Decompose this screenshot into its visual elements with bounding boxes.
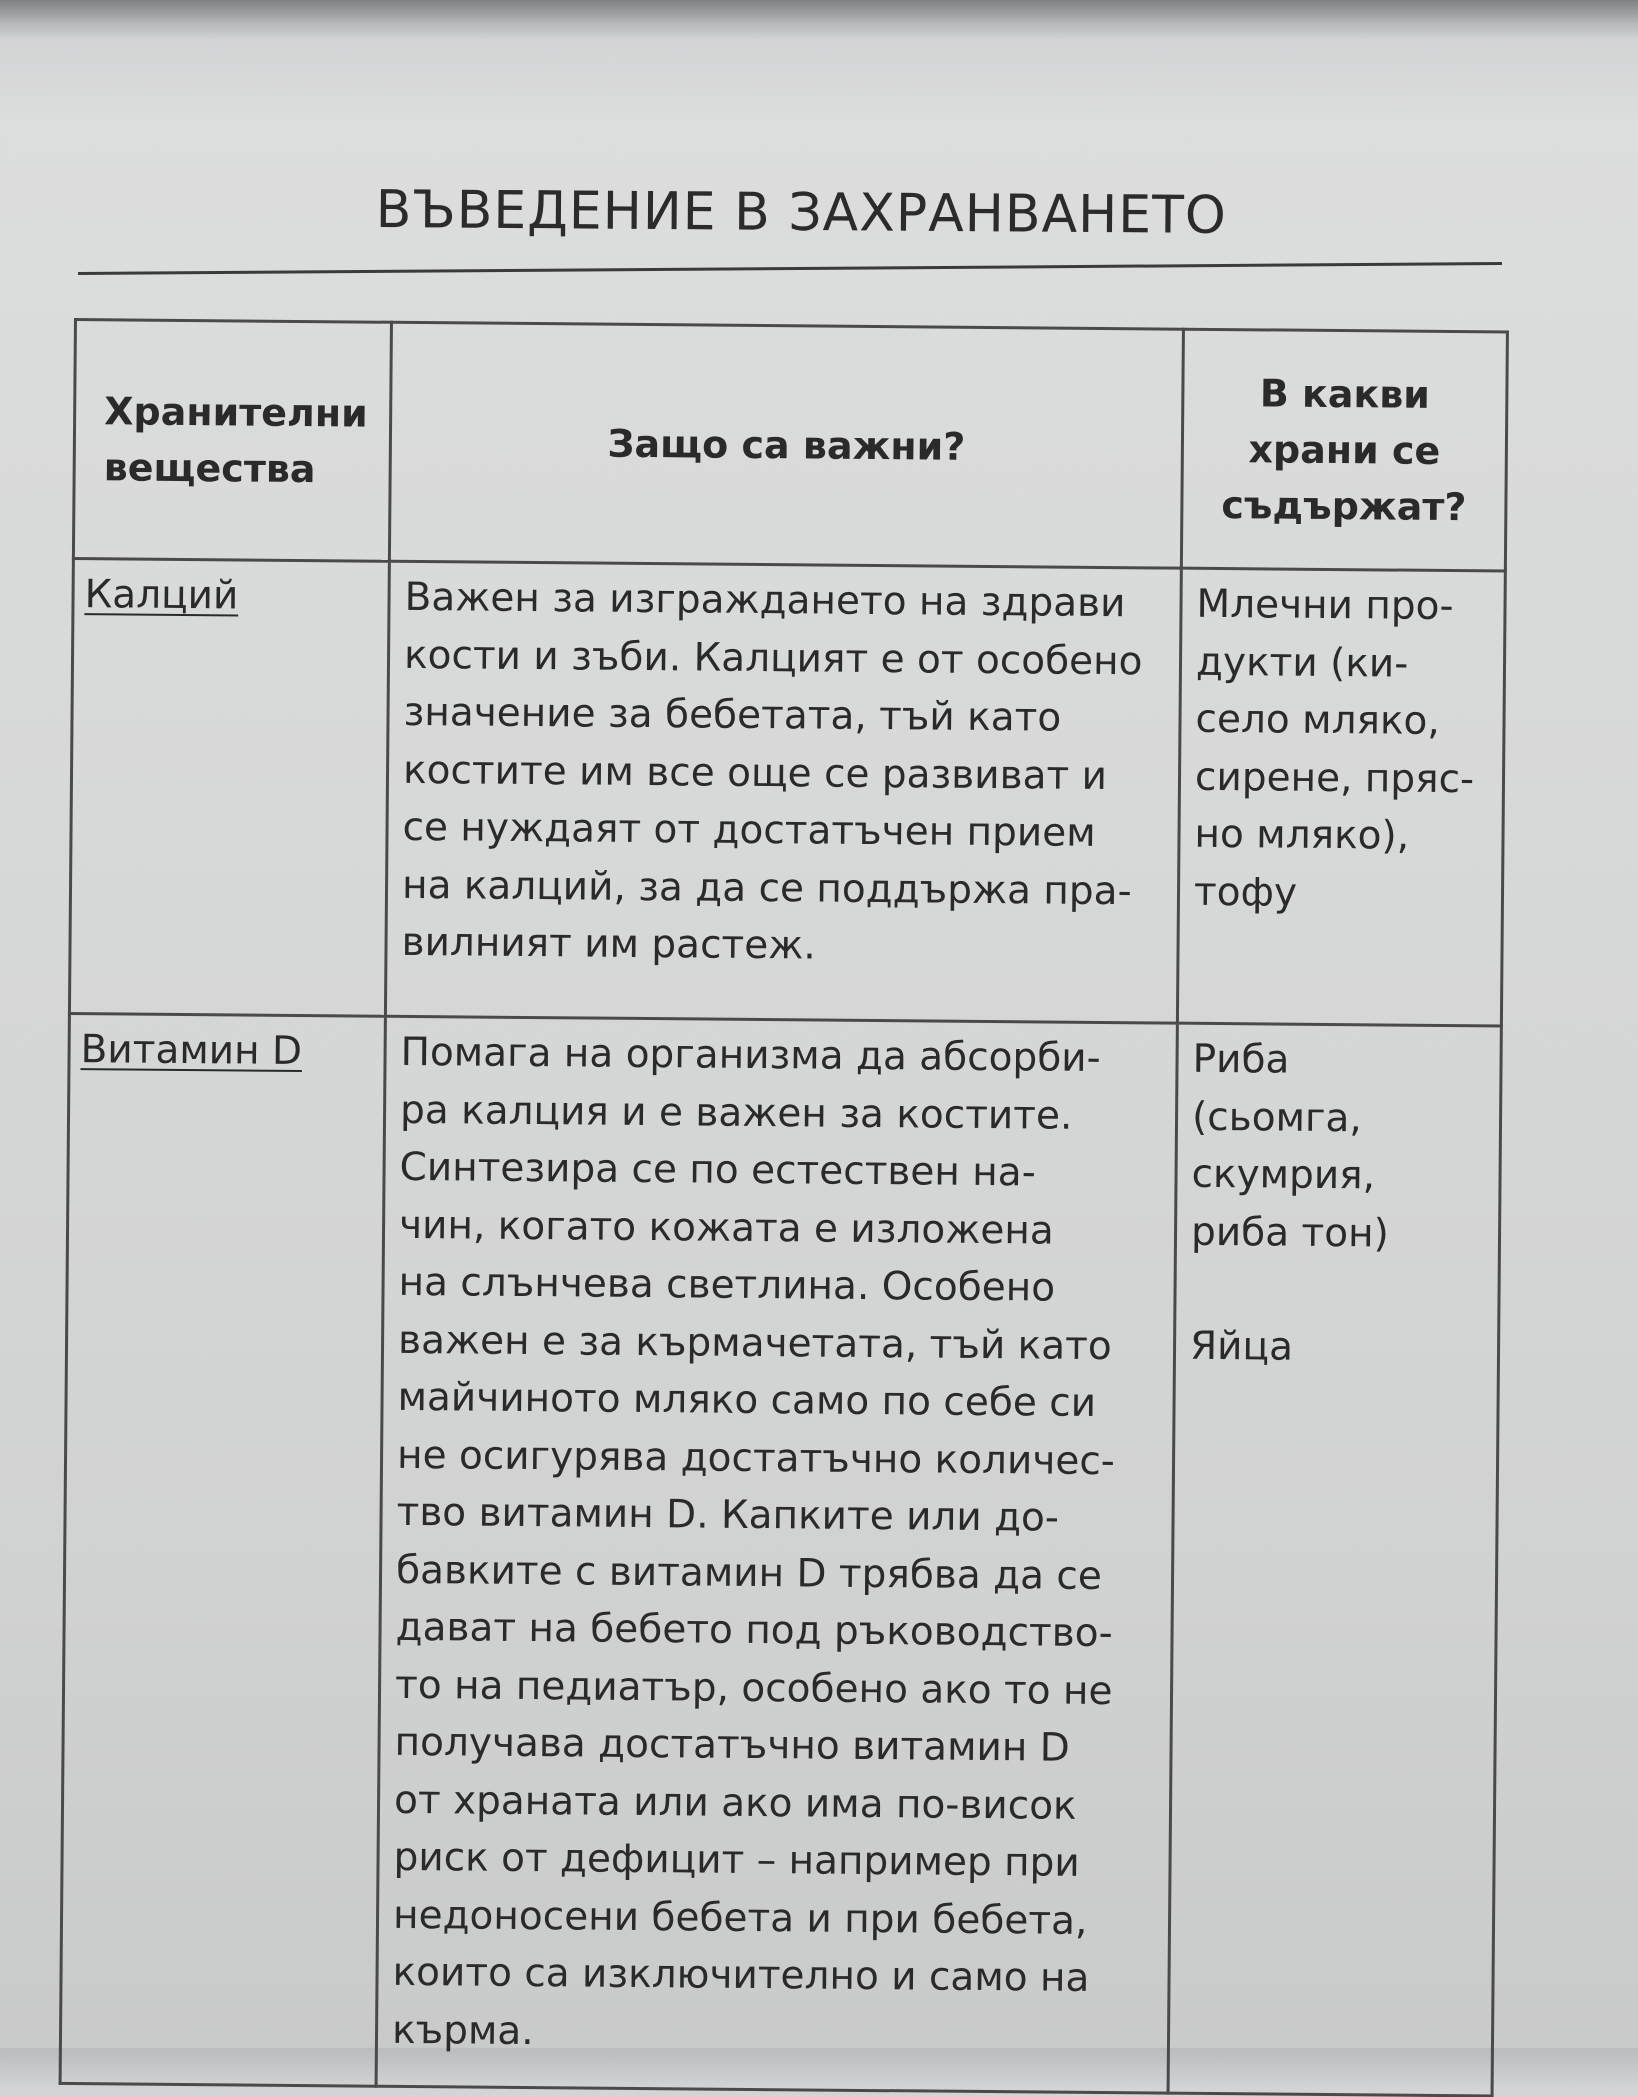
page-edge-shadow bbox=[0, 0, 1638, 40]
nutrient-cell bbox=[60, 1013, 385, 2086]
header-nutrients-label: Хранителни вещества bbox=[103, 389, 368, 492]
foods-spacer bbox=[1190, 1261, 1487, 1321]
why-text-vitamin-d: Помага на организма да абсорби- ра калция и е важен за костите. Синтезира се по естествен на- чин, когато кожата е изложена на слънчева светлина. Особено важен е за кърмачетата, тъй като майчиното мляко само по себе си не осигурява достатъчно количес- тво витамин D. Капките или до- бавките с витамин D трябва да се дават на бебето под ръководство- то на педиатър, особено ако то не получава достатъчно витамин D от храната или ако има по-висок риск от дефицит – например при недоносени бебета и при бебета, които са изключително и само на кърма. bbox=[391, 1029, 1116, 2054]
why-cell bbox=[376, 1016, 1177, 2093]
nutrient-cell bbox=[69, 559, 389, 1017]
nutrient-table-container bbox=[59, 318, 1506, 2054]
foods-text-calcium: Млечни про- дукти (ки- село мляко, сирене, пряс- но мляко), тофу bbox=[1193, 581, 1475, 916]
foods-cell bbox=[1168, 1023, 1501, 2096]
foods-text-vitamin-d: Риба (сьомга, скумрия, риба тон) bbox=[1190, 1036, 1390, 1257]
title-divider bbox=[78, 262, 1502, 275]
foods-extra-vitamin-d: Яйца bbox=[1189, 1323, 1294, 1370]
nutrient-name-vitamin-d: Витамин D bbox=[80, 1027, 303, 1075]
header-food-sources bbox=[1181, 329, 1507, 571]
header-why-label: Защо са важни? bbox=[607, 421, 966, 469]
header-nutrients bbox=[73, 320, 391, 562]
why-cell bbox=[385, 561, 1181, 1023]
header-why-important bbox=[389, 322, 1183, 568]
foods-cell bbox=[1177, 568, 1505, 1026]
table-row bbox=[60, 1013, 1501, 2095]
page-title: ВЪВЕДЕНИЕ В ЗАХРАНВАНЕТО bbox=[375, 180, 1228, 246]
nutrient-name-calcium: Калций bbox=[84, 572, 239, 619]
header-foods-label: В какви храни се съдържат? bbox=[1221, 371, 1467, 530]
table-row bbox=[69, 559, 1505, 1026]
nutrient-table bbox=[59, 318, 1509, 2097]
table-header-row bbox=[73, 320, 1507, 571]
why-text-calcium: Важен за изграждането на здрави кости и зъби. Калцият е от особено значение за бебетата, тъй като костите им все още се развиват и се нуждаят от достатъчен прием на калций, за да се поддържа пра- вилният им растеж. bbox=[401, 574, 1143, 969]
